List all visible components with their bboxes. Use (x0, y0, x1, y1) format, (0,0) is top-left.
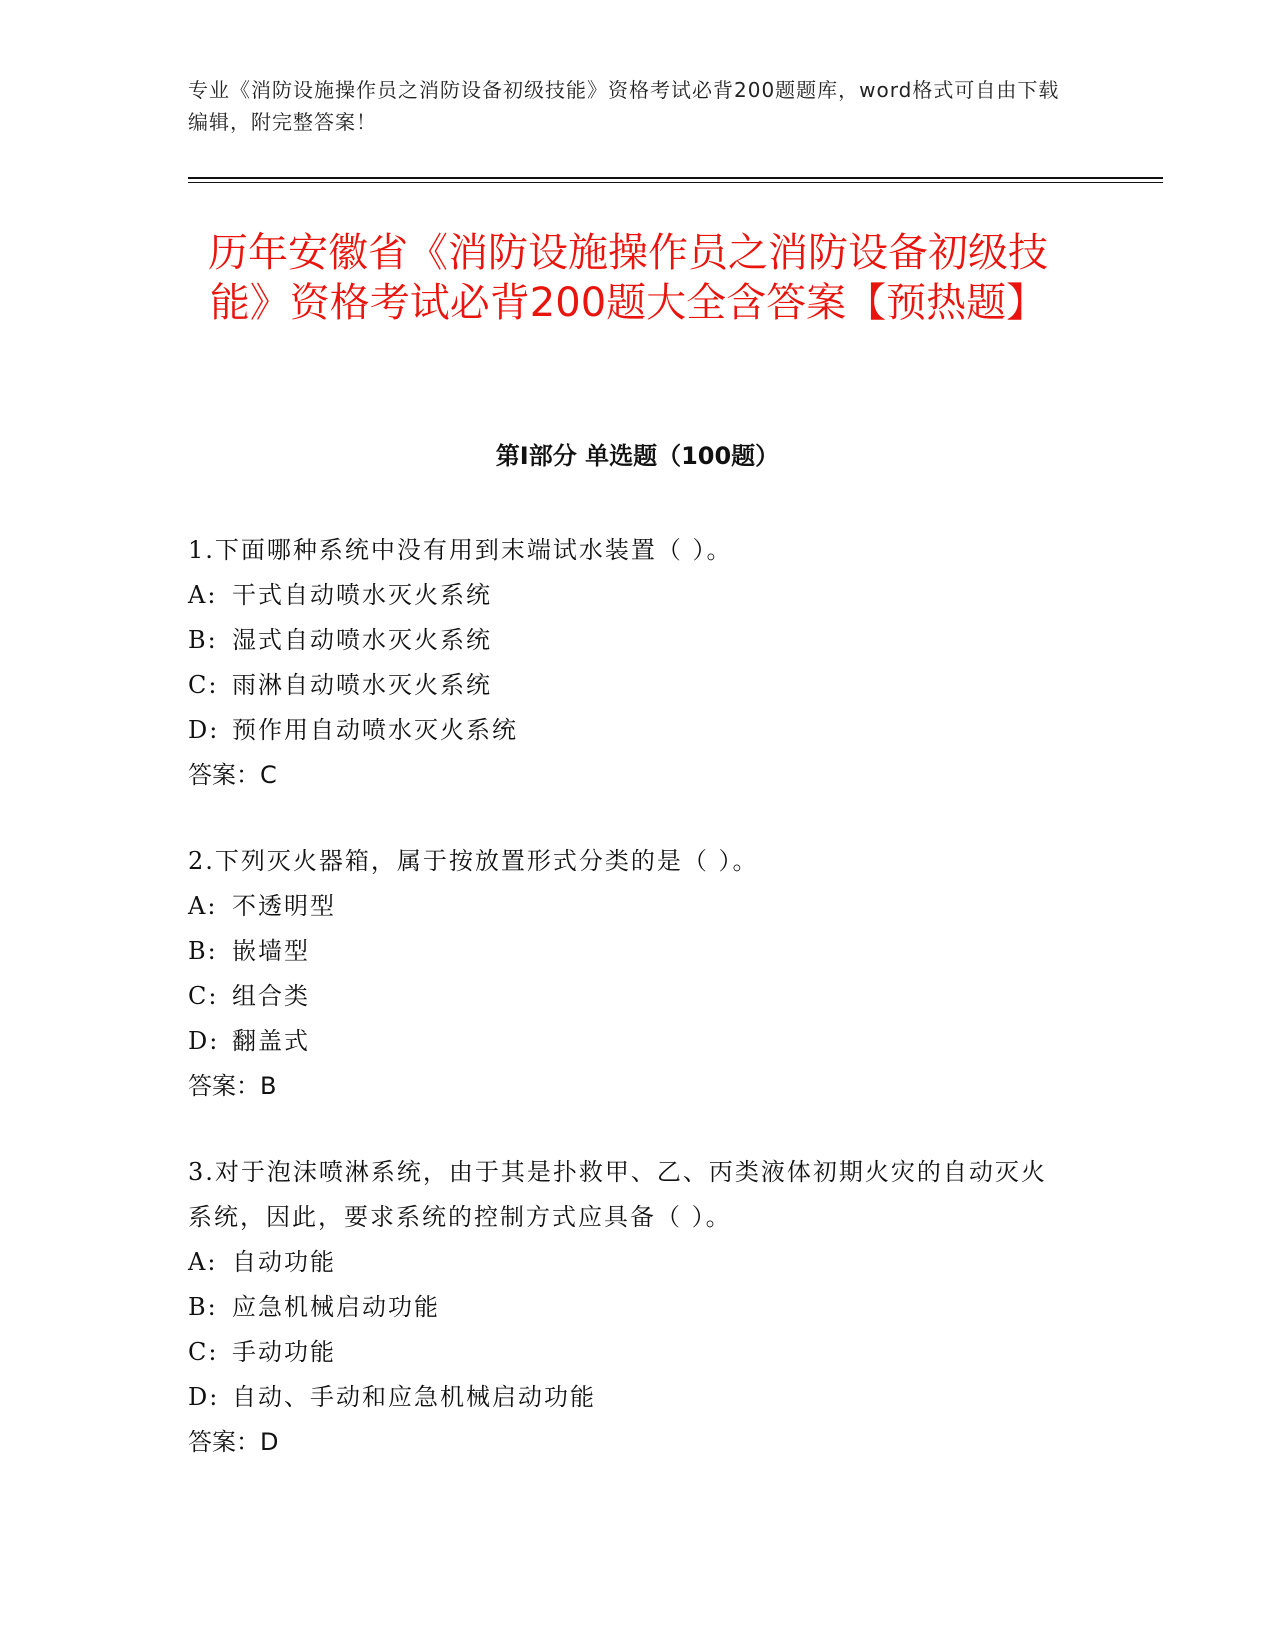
option-c (188, 663, 1068, 708)
header-note: 专业《消防设施操作员之消防设备初级技能》资格考试必背200题题库，word格式可自由下载编辑，附完整答案！ (188, 78, 1060, 134)
question-3 (188, 1150, 1068, 1465)
answer-label: 答案： (188, 1428, 260, 1456)
option-key: D: (188, 716, 220, 744)
question-stem: 3.对于泡沫喷淋系统，由于其是扑救甲、乙、丙类液体初期火灾的自动灭火系统，因此，要求系统的控制方式应具备（ ）。 (188, 1158, 1047, 1231)
option-c (188, 1330, 1068, 1375)
option-a (188, 573, 1068, 618)
option-b (188, 1285, 1068, 1330)
option-b (188, 618, 1068, 663)
document-title: 历年安徽省《消防设施操作员之消防设备初级技能》资格考试必背200题大全含答案【预热题】 (208, 230, 1048, 326)
option-a (188, 884, 1068, 929)
option-key: A: (188, 892, 218, 920)
option-key: B: (188, 626, 218, 654)
answer-label: 答案： (188, 761, 260, 789)
option-key: B: (188, 937, 218, 965)
question-stem: 2.下列灭火器箱，属于按放置形式分类的是（ ）。 (188, 847, 759, 875)
answer-line (188, 1064, 1068, 1109)
option-text: 组合类 (232, 982, 310, 1010)
header-rule-thick (188, 177, 1163, 179)
option-key: A: (188, 581, 218, 609)
option-c (188, 974, 1068, 1019)
option-key: B: (188, 1293, 218, 1321)
option-d (188, 1375, 1068, 1420)
option-text: 不透明型 (232, 892, 336, 920)
answer-value: C (260, 761, 277, 789)
option-key: D: (188, 1383, 220, 1411)
option-text: 自动、手动和应急机械启动功能 (232, 1383, 596, 1411)
option-text: 应急机械启动功能 (232, 1293, 440, 1321)
option-text: 预作用自动喷水灭火系统 (232, 716, 518, 744)
option-key: C: (188, 1338, 219, 1366)
answer-value: D (260, 1428, 279, 1456)
option-key: C: (188, 982, 219, 1010)
question-stem: 1.下面哪种系统中没有用到末端试水装置（ ）。 (188, 536, 733, 564)
option-d (188, 708, 1068, 753)
answer-line (188, 1420, 1068, 1465)
question-2 (188, 839, 1068, 1109)
option-text: 翻盖式 (232, 1027, 310, 1055)
answer-value: B (260, 1072, 277, 1100)
option-d (188, 1019, 1068, 1064)
option-b (188, 929, 1068, 974)
option-key: D: (188, 1027, 220, 1055)
question-list (188, 528, 1068, 1506)
question-1 (188, 528, 1068, 798)
option-text: 雨淋自动喷水灭火系统 (232, 671, 492, 699)
option-text: 干式自动喷水灭火系统 (232, 581, 492, 609)
option-text: 嵌墙型 (232, 937, 310, 965)
option-text: 湿式自动喷水灭火系统 (232, 626, 492, 654)
option-text: 手动功能 (232, 1338, 336, 1366)
section-heading: 第Ⅰ部分 单选题（100题） (495, 442, 780, 470)
option-text: 自动功能 (232, 1248, 336, 1276)
option-a (188, 1240, 1068, 1285)
answer-line (188, 753, 1068, 798)
option-key: A: (188, 1248, 218, 1276)
answer-label: 答案： (188, 1072, 260, 1100)
option-key: C: (188, 671, 219, 699)
header-rule-thin (188, 182, 1163, 183)
